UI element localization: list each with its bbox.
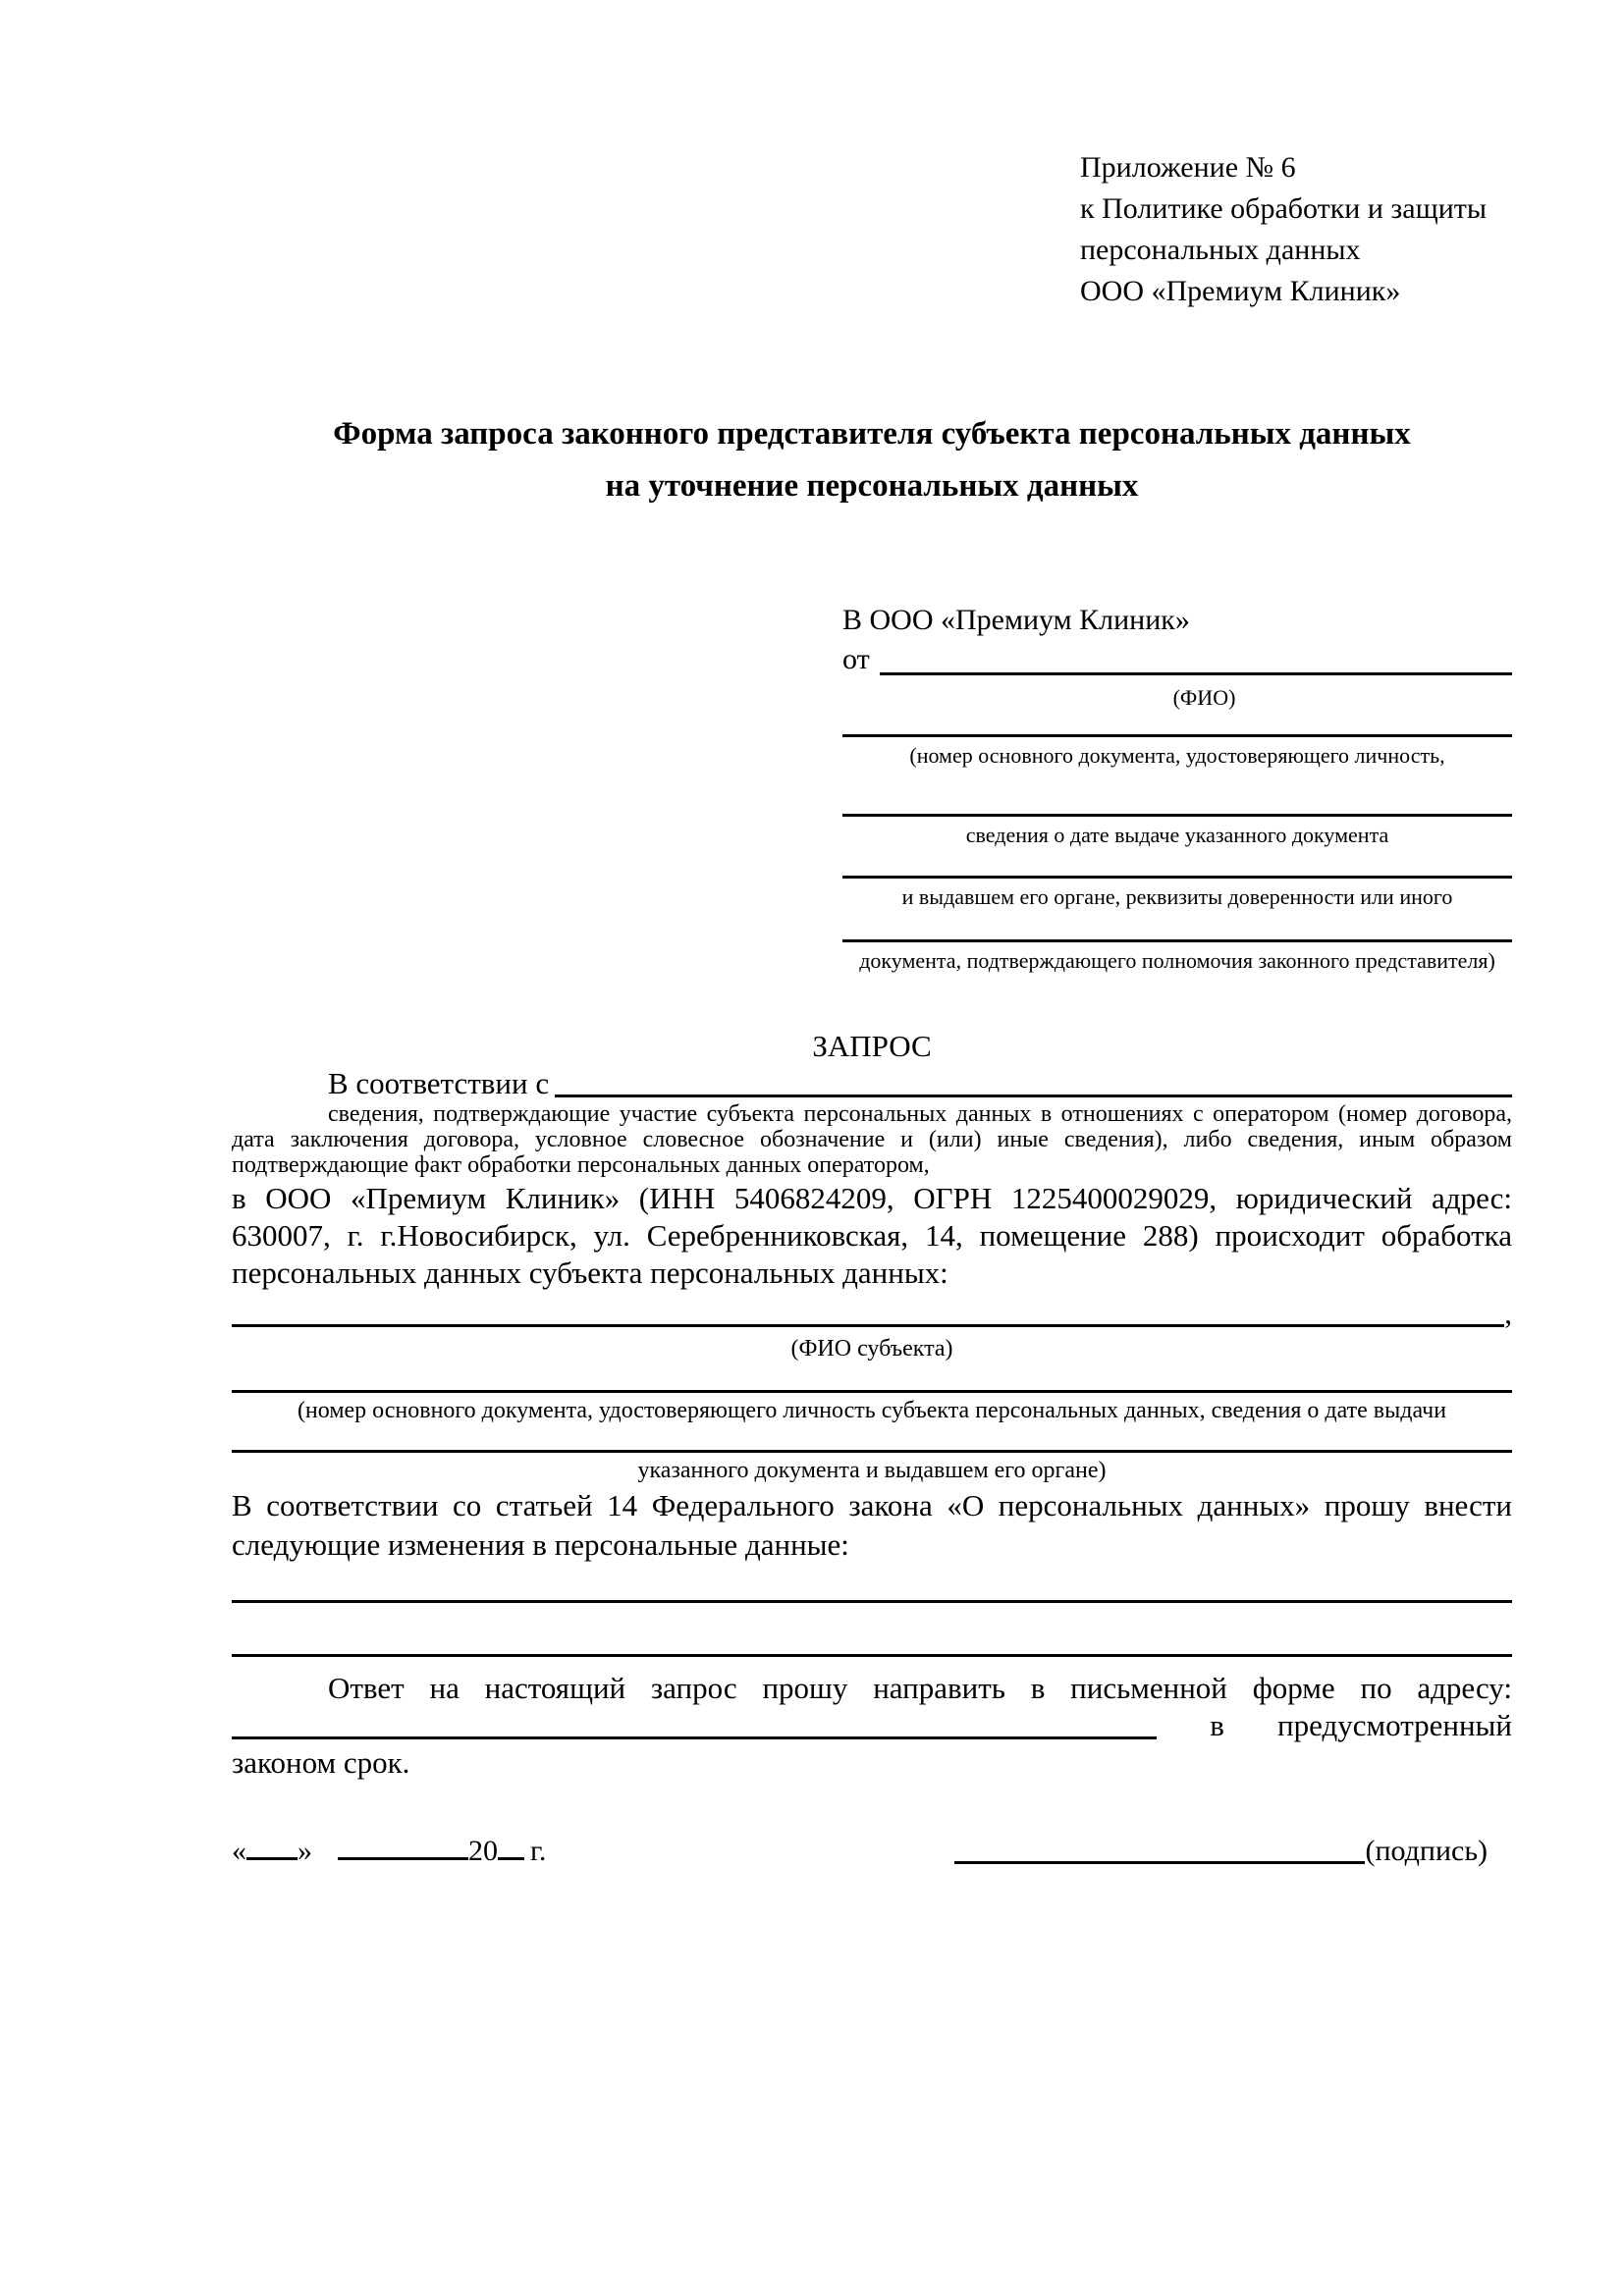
subject-fio-caption: (ФИО субъекта): [790, 1336, 953, 1362]
date-group: [232, 1832, 546, 1868]
doc-number-line[interactable]: [842, 709, 1512, 737]
subject-doc-caption-1: (номер основного документа, удостоверяющего личность субъекта персональных данных, сведения о дате выдачи: [297, 1398, 1447, 1423]
basis-line[interactable]: [555, 1095, 1512, 1097]
subject-doc-caption-2: указанного документа и выдавшем его органе): [637, 1458, 1107, 1483]
law-paragraph: В соответствии со статьей 14 Федерального закона «О персональных данных» прошу внести следующие изменения в персональные данные:: [232, 1488, 1512, 1562]
changes-line-2[interactable]: [232, 1603, 1512, 1657]
addressee-block: [842, 601, 1512, 972]
year-prefix: 20: [468, 1835, 498, 1867]
appendix-line: персональных данных: [1080, 234, 1361, 266]
year-suffix: г.: [530, 1835, 547, 1867]
attorney-doc-caption: документа, подтверждающего полномочия законного представителя): [859, 948, 1495, 973]
reply-word: предусмотренный: [1277, 1708, 1512, 1742]
doc-issuer-caption: и выдавшем его органе, реквизиты доверенности или иного: [901, 884, 1453, 909]
basis-row: [232, 1066, 1512, 1101]
year-field-line[interactable]: [498, 1832, 524, 1860]
reply-address-line[interactable]: [232, 1736, 1157, 1739]
from-label: от: [842, 643, 870, 675]
month-field-line[interactable]: [338, 1832, 468, 1860]
attorney-doc-line[interactable]: [842, 908, 1512, 942]
document-title: [232, 408, 1512, 512]
reply-intro: Ответ на настоящий запрос прошу направить в письменной форме по адресу:: [328, 1671, 1512, 1705]
day-field-line[interactable]: [246, 1832, 298, 1860]
subject-doc-line-2[interactable]: [232, 1422, 1512, 1453]
reply-address-row: [232, 1708, 1512, 1743]
basis-label: В соответствии с: [328, 1066, 550, 1100]
appendix-line: Приложение № 6: [1080, 151, 1296, 184]
signature-line[interactable]: [954, 1836, 1365, 1864]
doc-number-caption: (номер основного документа, удостоверяющего личность,: [909, 743, 1445, 768]
doc-date-caption: сведения о дате выдаче указанного документа: [965, 823, 1389, 847]
signature-group: [954, 1835, 1488, 1868]
document-title-line: на уточнение персональных данных: [605, 468, 1139, 504]
footer-row: [232, 1832, 1512, 1868]
quote-open: «: [232, 1835, 246, 1867]
reply-word: в: [1210, 1708, 1224, 1742]
appendix-line: к Политике обработки и защиты: [1080, 192, 1488, 225]
subject-doc-line-1[interactable]: [232, 1361, 1512, 1393]
request-heading: ЗАПРОС: [812, 1029, 932, 1063]
addressee-to: В ООО «Премиум Клиник»: [842, 604, 1190, 636]
subject-fio-row: [232, 1296, 1512, 1331]
document-title-line: Форма запроса законного представителя субъекта персональных данных: [333, 416, 1411, 452]
appendix-block: [1080, 0, 1512, 312]
addressee-from-row: [842, 640, 1512, 679]
document-content: [232, 0, 1512, 1868]
changes-line-1[interactable]: [232, 1565, 1512, 1603]
basis-note: сведения, подтверждающие участие субъекта персональных данных в отношениях с оператором (номер договора, дата заключения договора, условное словесное обозначение и (или) иные сведения), либо сведения, иным образом подтверждающие факт обработки персональных данных оператором,: [232, 1101, 1512, 1178]
doc-date-line[interactable]: [842, 767, 1512, 817]
subject-fio-line[interactable]: [232, 1324, 1504, 1327]
signature-caption: (подпись): [1365, 1835, 1488, 1867]
doc-issuer-line[interactable]: [842, 846, 1512, 879]
quote-close: »: [298, 1835, 312, 1867]
trailing-comma: ,: [1504, 1296, 1512, 1330]
from-fio-line[interactable]: [880, 672, 1512, 675]
appendix-line: ООО «Премиум Клиник»: [1080, 275, 1401, 307]
fio-caption: (ФИО): [1172, 685, 1236, 710]
reply-tail: законом срок.: [232, 1745, 410, 1780]
operator-paragraph: в ООО «Премиум Клиник» (ИНН 5406824209, ОГРН 1225400029029, юридический адрес: 630007, г. г.Новосибирск, ул. Серебренниковская, 14, помещение 288) происходит обработка персональных данных субъекта персональных данных:: [232, 1181, 1512, 1290]
